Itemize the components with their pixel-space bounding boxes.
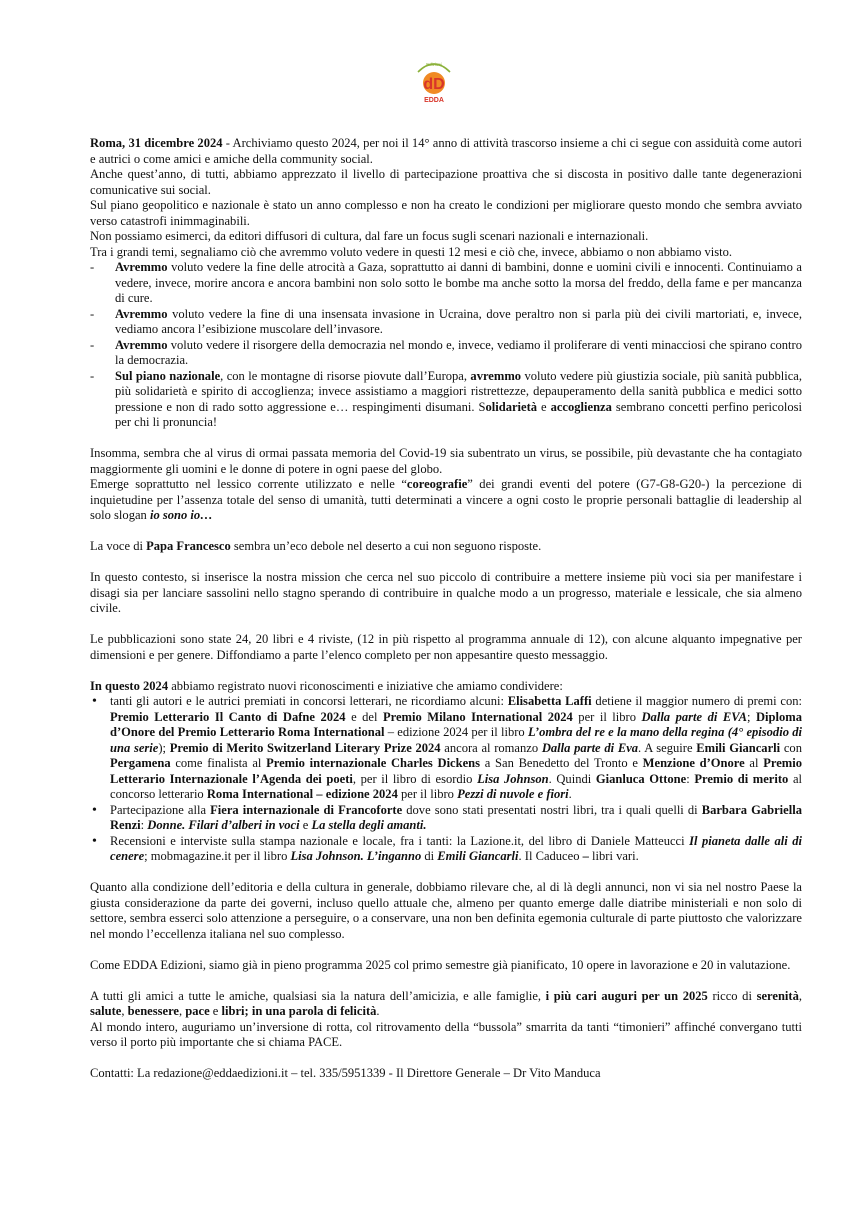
- paragraph-geopolitics: Sul piano geopolitico e nazionale è stato un anno complesso e non ha creato le condizioni per migliorare questo mondo che sembra avviato verso catastrofi inimmaginabili.: [90, 198, 802, 228]
- contacts-line: Contatti: La redazione@eddaedizioni.it – tel. 335/5951339 - Il Direttore Generale – Dr Vito Manduca: [90, 1066, 601, 1080]
- paragraph-mission: In questo contesto, si inserisce la nostra mission che cerca nel suo piccolo di contribuire a mettere insieme più voci sia per manifestare i disagi sia per lanciare sassolini nello stagno sperando di contribuire in qualche modo a un progresso, materiale e lessicale, che sia almeno civile.: [90, 570, 802, 615]
- paragraph-themes: Tra i grandi temi, segnaliamo ciò che avremmo voluto vedere in questi 12 mesi e ciò che, invece, abbiamo o non abbiamo visto.: [90, 244, 733, 259]
- paragraph-wishes: A tutti gli amici a tutte le amiche, qualsiasi sia la natura dell’amicizia, e alle famiglie, i più cari auguri per un 2025 ricco di serenità, salute, benessere, pace e libri; in una parola di felicità.: [90, 988, 802, 1018]
- letter-body: [90, 136, 802, 1082]
- list-item: • Partecipazione alla Fiera internazionale di Francoforte dove sono stati presentati nostri libri, tra i quali quelli di Barbara Gabriella Renzi: Donne. Filari d’alberi in voci e La stella degli amanti.: [110, 803, 802, 834]
- themes-list: [90, 260, 802, 431]
- awards-list: [90, 694, 802, 865]
- paragraph-awards-intro: In questo 2024 abbiamo registrato nuovi riconoscimenti e iniziative che amiamo condividere:: [90, 678, 563, 693]
- paragraph-focus: Non possiamo esimerci, da editori diffusori di cultura, dal fare un focus sugli scenari nazionali e internazionali.: [90, 229, 649, 243]
- paragraph-publishing: Quanto alla condizione dell’editoria e della cultura in generale, dobbiamo rilevare che, al di là degli annunci, non vi sia nel nostro Paese la giusta considerazione da parte dei governi, incluso quello attuale che, almeno per quanto emerge dalle diatribe ministeriali e non solo di settore, sembra esserci solo attenzione a perseguire, o a conservare, una non ben definita egemonia culturale di parte piuttosto che valorizzare nel mondo l’eccellenza italiana nel suo complesso.: [90, 880, 802, 941]
- date-line: Roma, 31 dicembre 2024: [90, 136, 223, 150]
- paragraph-virus: Insomma, sembra che al virus di ormai passata memoria del Covid-19 sia subentrato un virus, se possibile, più devastante che ha contagiato maggiormente gli uomini e le donne di potere in ogni paese del globo.: [90, 446, 802, 476]
- paragraph-program-2025: Come EDDA Edizioni, siamo già in pieno programma 2025 col primo semestre già pianificato, 10 opere in lavorazione e 20 in valutazione.: [90, 957, 791, 972]
- intro-paragraph: Roma, 31 dicembre 2024 - Archiviamo questo 2024, per noi il 14° anno di attività trascorso insieme a chi ci segue con assiduità come autori e autrici o come amici e amiche della community social.: [90, 136, 802, 166]
- list-item: • Recensioni e interviste sulla stampa nazionale e locale, fra i tanti: la Lazione.it, del libro di Daniele Matteucci Il pianeta dalle ali di cenere; mobmagazine.it per il libro Lisa Johnson. L’inganno di Emili Giancarli. Il Caduceo – libri vari.: [110, 834, 802, 865]
- edda-logo: [412, 58, 456, 108]
- paragraph-community: Anche quest’anno, di tutti, abbiamo apprezzato il livello di partecipazione proattiva che si discosta in positivo dalle tante degenerazioni comunicative sui social.: [90, 167, 802, 197]
- logo-letters: dD: [423, 76, 445, 93]
- list-item: - Avremmo voluto vedere il risorgere della democrazia nel mondo e, invece, vediamo il proliferare di venti minacciosi che spirano contro la democrazia.: [115, 338, 802, 369]
- list-item: - Sul piano nazionale, con le montagne di risorse piovute dall’Europa, avremmo voluto vedere più giustizia sociale, più sanità pubblica, più solidarietà e spirito di accoglienza; invece assistiamo a maggiori ristrettezze, depauperamento della sanità pubblica e medici sotto pressione e non di rado sotto aggressione e… respingimenti disumani. Solidarietà e accoglienza sembrano concetti perfino pericolosi per chi li pronuncia!: [115, 369, 802, 431]
- list-item: - Avremmo voluto vedere la fine di una insensata invasione in Ucraina, dove peraltro non si parla più dei civili martoriati, e, invece, vediamo ancora l’esibizione muscolare dell’invasore.: [115, 307, 802, 338]
- paragraph-pope: La voce di Papa Francesco sembra un’eco debole nel deserto a cui non seguono risposte.: [90, 539, 542, 553]
- list-item: - Avremmo voluto vedere la fine delle atrocità a Gaza, soprattutto ai danni di bambini, donne e uomini civili e innocenti. Continuiamo a vedere, invece, morire ancora e ancora bambini non solo sotto le bombe ma anche sotto la morsa del freddo, della fame e per mancanza di cure.: [115, 260, 802, 307]
- list-item: • tanti gli autori e le autrici premiati in concorsi letterari, ne ricordiamo alcuni: Elisabetta Laffi detiene il maggior numero di premi con: Premio Letterario Il Canto di Dafne 2024 e del Premio Milano International 2024 per il libro Dalla parte di EVA; Diploma d’Onore del Premio Letterario Roma International – edizione 2024 per il libro L’ombra del re e la mano della regina (4° episodio di una serie); Premio di Merito Switzerland Literary Prize 2024 ancora al romanzo Dalla parte di Eva. A seguire Emili Giancarli con Pergamena come finalista al Premio internazionale Charles Dickens a San Benedetto del Tronto e Menzione d’Onore al Premio Letterario Internazionale l’Agenda dei poeti, per il libro di esordio Lisa Johnson. Quindi Gianluca Ottone: Premio di merito al concorso letterario Roma International – edizione 2024 per il libro Pezzi di nuvole e fiori.: [110, 694, 802, 803]
- logo-arc-text: Edizioni: [426, 62, 442, 67]
- paragraph-publications: Le pubblicazioni sono state 24, 20 libri e 4 riviste, (12 in più rispetto al programma annuale di 12), con alcune alquanto impegnative per dimensioni e per genere. Diffondiamo a parte l’elenco completo per non appesantire questo messaggio.: [90, 632, 802, 662]
- paragraph-peace: Al mondo intero, auguriamo un’inversione di rotta, col ritrovamento della “bussola” smarrita da tanti “timonieri” affinché convergano tutti verso il porto più importante che si chiama PACE.: [90, 1019, 802, 1049]
- logo-brand: EDDA: [424, 97, 444, 104]
- paragraph-choreography: Emerge soprattutto nel lessico corrente utilizzato e nelle “coreografie” dei grandi eventi del potere (G7-G8-G20-) la percezione di inquietudine per l’assenza totale del senso di umanità, tutti determinati a vincere a ogni costo le proprie personali battaglie di leadership al solo slogan io sono io…: [90, 477, 802, 522]
